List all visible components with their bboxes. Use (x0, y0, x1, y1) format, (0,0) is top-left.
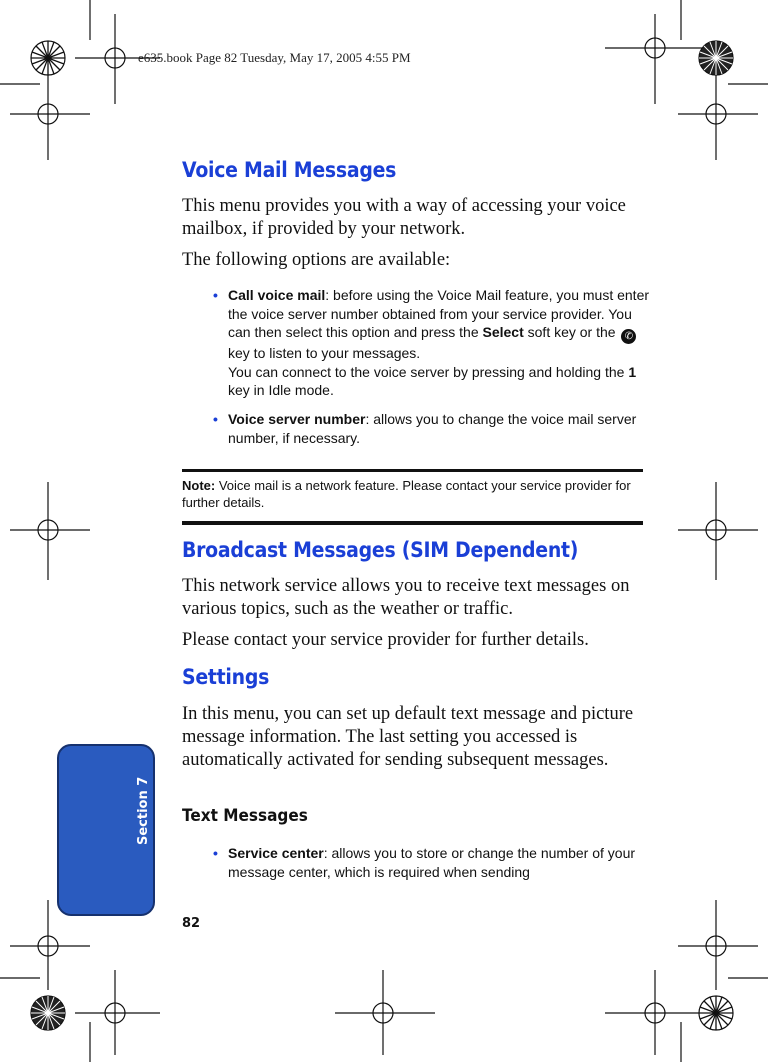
select-label: Select (482, 324, 524, 340)
bullet-call-voice-mail (213, 286, 653, 400)
settings-p1: In this menu, you can set up default text message and picture message information. The last setting you accessed is automatically activated for sending subsequent messages. (182, 704, 634, 770)
bullet-text: You can connect to the voice server by pressing and holding the (228, 363, 629, 380)
note-bottom-rule (182, 521, 643, 525)
bullet-text: : before using the Voice Mail feature, you must enter the voice server number obtained from your service provider. You can then select this option and press the (228, 287, 650, 340)
bullet-text: : allows you to change the voice mail server number, if necessary. (228, 411, 637, 446)
bullet-text: key to listen to your messages. (228, 345, 421, 361)
ok-key-icon: ✆ (621, 329, 636, 344)
section-heading-settings: Settings (182, 665, 270, 689)
bullet-term: Call voice mail (228, 287, 326, 303)
bullet-text: soft key or the (523, 324, 620, 340)
voice-mail-intro: This menu provides you with a way of accessing your voice mailbox, if provided by your network. (182, 196, 626, 239)
bullet-service-center (213, 844, 653, 881)
bullet-dot: • (213, 845, 218, 861)
bullet-dot: • (213, 287, 218, 303)
bullet-dot: • (213, 411, 218, 427)
note-text: Voice mail is a network feature. Please contact your service provider for further details. (182, 478, 631, 510)
bullet-term: Service center (228, 845, 324, 861)
section-heading-voice-mail: Voice Mail Messages (182, 158, 397, 182)
bullet-voice-server-number (213, 410, 653, 447)
bullet-text: key in Idle mode. (228, 382, 334, 398)
bullet-term: Voice server number (228, 411, 366, 427)
subheading-text-messages: Text Messages (182, 806, 308, 826)
broadcast-p1: This network service allows you to receive text messages on various topics, such as the weather or traffic. (182, 576, 630, 619)
key-one-label: 1 (628, 363, 637, 380)
section-heading-broadcast: Broadcast Messages (SIM Dependent) (182, 538, 579, 562)
note-block (182, 477, 644, 511)
page-number: 82 (182, 916, 201, 931)
bullet-text: : allows you to store or change the number of your message center, which is required when sending (228, 845, 636, 880)
options-intro: The following options are available: (182, 250, 451, 270)
print-header: e635.book Page 82 Tuesday, May 17, 2005 4:55 PM (138, 50, 411, 65)
note-label: Note: (182, 478, 216, 493)
note-top-rule (182, 469, 643, 472)
broadcast-p2: Please contact your service provider for further details. (182, 630, 589, 650)
